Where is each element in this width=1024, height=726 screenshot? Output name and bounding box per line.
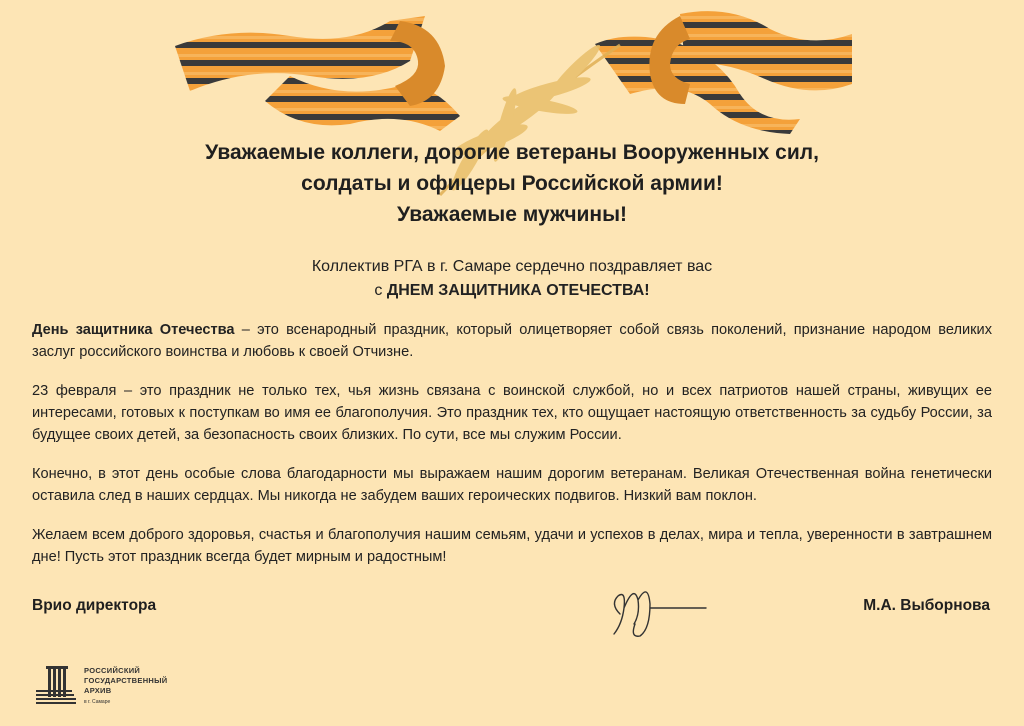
handwritten-signature-icon	[600, 574, 710, 644]
logo-line-2: ГОСУДАРСТВЕННЫЙ	[84, 676, 168, 685]
heading-line-1: Уважаемые коллеги, дорогие ветераны Вооруженных сил,	[205, 141, 819, 164]
letter-body	[32, 319, 992, 585]
greeting-line-2	[0, 279, 1024, 303]
paragraph-1-bold: День защитника Отечества	[32, 322, 235, 338]
logo-line-1: РОССИЙСКИЙ	[84, 666, 141, 675]
paragraph-3: Конечно, в этот день особые слова благодарности мы выражаем нашим дорогим ветеранам. Великая Отечественная война генетически оставила след в наших сердцах. Мы никогда не забудем ваших героических подвигов. Низкий вам поклон.	[32, 466, 992, 504]
greeting-block	[0, 255, 1024, 303]
logo-subtitle: в г. Самаре	[84, 699, 111, 705]
heading-line-3: Уважаемые мужчины!	[396, 203, 628, 226]
logo-text	[84, 666, 167, 707]
holiday-name: ДНЕМ ЗАЩИТНИКА ОТЕЧЕСТВА!	[386, 282, 650, 299]
signatory-name: М.А. Выборнова	[863, 597, 990, 614]
signatory-position: Врио директора	[32, 597, 157, 614]
paragraph-2: 23 февраля – это праздник не только тех, чья жизнь связана с воинской службой, но и всех патриотов нашей страны, живущих ее интересами, готовых к поступкам во имя ее благополучия. Это праздник тех, кто ощущает настоящую ответственность за судьбу России, за будущее своих детей, за безопасность своих близких. По сути, все мы служим России.	[32, 383, 992, 443]
paragraph-1-text: – это всенародный праздник, который олицетворяет собой связь поколений, признание народом великих заслуг российского воинства и любовь к своей Отчизне.	[32, 322, 992, 360]
paragraph-1	[32, 319, 992, 363]
letter-heading	[0, 137, 1024, 230]
archive-logo	[34, 664, 194, 714]
archive-building-icon	[34, 664, 76, 706]
paragraph-4: Желаем всем доброго здоровья, счастья и благополучия нашим семьям, удачи и успехов в делах, мира и тепла, уверенности в завтрашнем дне! Пусть этот праздник всегда будет мирным и радостным!	[32, 527, 992, 565]
greeting-prefix: с	[374, 282, 387, 299]
greeting-line-1: Коллектив РГА в г. Самаре сердечно поздравляет вас	[311, 258, 713, 275]
logo-line-3: АРХИВ	[84, 686, 112, 695]
heading-line-2: солдаты и офицеры Российской армии!	[301, 172, 723, 195]
